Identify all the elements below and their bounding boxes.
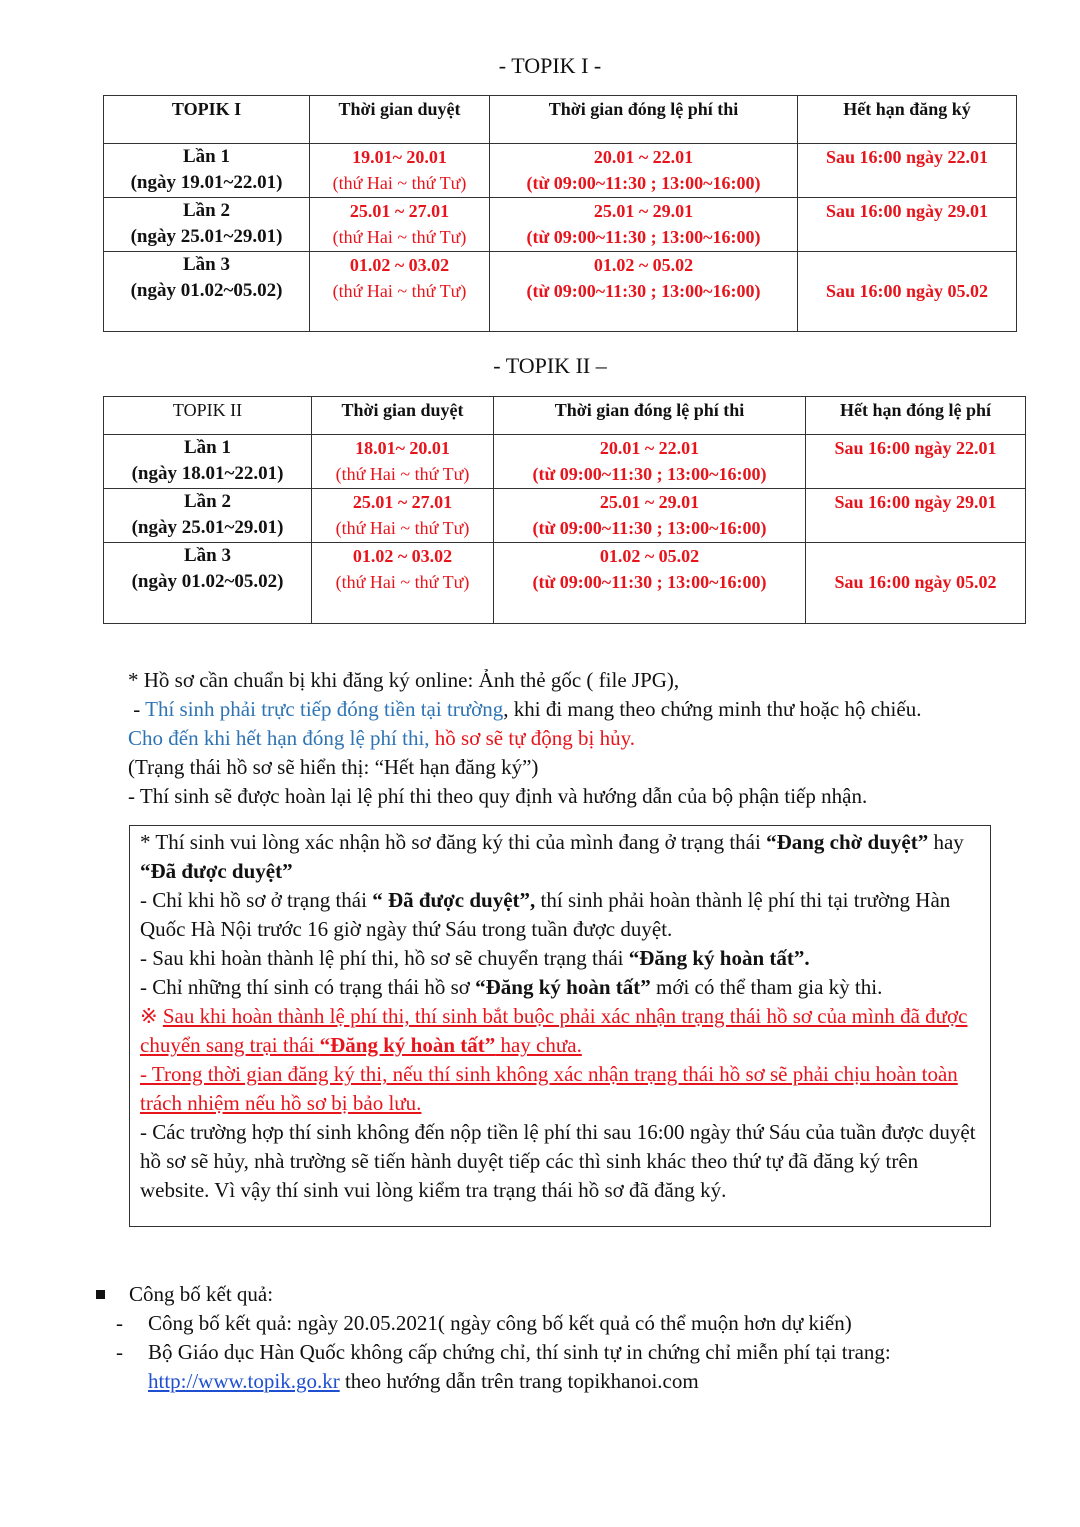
pay-cell	[490, 252, 798, 332]
table-row	[104, 252, 1017, 332]
notice-p7: - Các trường hợp thí sinh không đến nộp tiền lệ phí thi sau 16:00 ngày thứ Sáu của tuần được duyệt hồ sơ sẽ hủy, nhà trường sẽ tiến hành duyệt tiếp các thì sinh khác theo thứ tự đã đăng ký trên website. Vì vậy thí sinh vui lòng kiểm tra trạng thái hồ sơ đã đăng ký.	[140, 1120, 976, 1202]
notice-p3	[140, 944, 990, 973]
note-cancel-blue: Cho đến khi hết hạn đóng lệ phí thi,	[128, 726, 430, 750]
round-cell	[104, 543, 312, 624]
text: mới có thể tham gia kỳ thi.	[650, 975, 883, 999]
topik1-table	[103, 95, 1017, 332]
review-days: (thứ Hai ~ thứ Tư)	[335, 464, 470, 484]
dash-bullet: -	[116, 1311, 123, 1335]
review-cell	[312, 435, 494, 489]
review-days: (thứ Hai ~ thứ Tư)	[335, 572, 470, 592]
status-notice-box	[129, 825, 991, 1227]
review-dates: 19.01~ 20.01	[352, 147, 447, 167]
deadline: Sau 16:00 ngày 22.01	[834, 438, 997, 458]
certificate-guide: theo hướng dẫn trên trang topikhanoi.com	[339, 1369, 699, 1393]
col-header: Thời gian duyệt	[310, 96, 490, 144]
review-dates: 01.02 ~ 03.02	[352, 546, 453, 566]
pay-cell	[494, 489, 806, 543]
warning-text: hay chưa.	[495, 1033, 582, 1057]
pay-dates: 01.02 ~ 05.02	[599, 546, 700, 566]
round-cell	[104, 252, 310, 332]
round-name: Lần 3	[183, 254, 230, 275]
topik2-title: - TOPIK II –	[493, 353, 607, 378]
notice-p5	[140, 1002, 990, 1060]
col-header: TOPIK I	[104, 96, 310, 144]
col-header: Thời gian đóng lệ phí thi	[494, 397, 806, 435]
square-bullet-icon	[96, 1290, 105, 1299]
pay-cell	[494, 543, 806, 624]
note-cancel	[128, 724, 921, 753]
round-cell	[104, 144, 310, 198]
round-cell	[104, 435, 312, 489]
deadline-cell	[806, 489, 1026, 543]
deadline: Sau 16:00 ngày 29.01	[834, 492, 997, 512]
review-dates: 25.01 ~ 27.01	[352, 492, 453, 512]
deadline-cell	[798, 198, 1017, 252]
notice-p6: - Trong thời gian đăng ký thi, nếu thí sinh không xác nhận trạng thái hồ sơ sẽ phải chịu hoàn toàn trách nhiệm nếu hồ sơ bị bảo lưu.	[140, 1062, 958, 1115]
col-header: Thời gian đóng lệ phí thi	[490, 96, 798, 144]
pay-hours: (từ 09:00~11:30 ; 13:00~16:00)	[532, 464, 767, 484]
results-heading: Công bố kết quả:	[129, 1282, 274, 1306]
round-range: (ngày 25.01~29.01)	[130, 226, 283, 247]
review-days: (thứ Hai ~ thứ Tư)	[332, 173, 467, 193]
note-refund: - Thí sinh sẽ được hoàn lại lệ phí thi theo quy định và hướng dẫn của bộ phận tiếp nhận.	[128, 784, 868, 808]
note-status: (Trạng thái hồ sơ sẽ hiển thị: “Hết hạn đăng ký”)	[128, 755, 539, 779]
round-range: (ngày 19.01~22.01)	[130, 172, 283, 193]
deadline: Sau 16:00 ngày 05.02	[834, 572, 997, 592]
registration-notes	[128, 666, 921, 811]
round-range: (ngày 25.01~29.01)	[131, 517, 284, 538]
pay-dates: 20.01 ~ 22.01	[593, 147, 694, 167]
results-section	[96, 1280, 891, 1396]
note-prefix: -	[128, 697, 146, 721]
table-row	[104, 198, 1017, 252]
deadline: Sau 16:00 ngày 05.02	[825, 281, 989, 301]
deadline-cell	[798, 144, 1017, 198]
text: - Chỉ khi hồ sơ ở trạng thái	[140, 888, 373, 912]
review-cell	[310, 144, 490, 198]
table-header-row	[104, 397, 1026, 435]
table-row	[104, 543, 1026, 624]
status-complete: “Đăng ký hoàn tất”	[319, 1033, 496, 1057]
reference-mark: ※	[140, 1004, 163, 1028]
results-date: Công bố kết quả: ngày 20.05.2021( ngày công bố kết quả có thể muộn hơn dự kiến)	[148, 1311, 852, 1335]
status-complete: “Đăng ký hoàn tất”.	[628, 946, 810, 970]
text: hay	[928, 830, 964, 854]
pay-hours: (từ 09:00~11:30 ; 13:00~16:00)	[526, 227, 761, 247]
col-header: Hết hạn đóng lệ phí	[806, 397, 1026, 435]
review-cell	[312, 543, 494, 624]
round-range: (ngày 01.02~05.02)	[131, 571, 284, 592]
status-pending: “Đang chờ duyệt”	[766, 830, 929, 854]
text: thí sinh phải hoàn thành lệ phí thi tại trường Hàn Quốc Hà Nội trước 16 giờ ngày thứ Sáu trong tuần được duyệt.	[140, 888, 951, 941]
status-approved: “ Đã được duyệt”,	[372, 888, 536, 912]
topik2-table	[103, 396, 1026, 624]
warning-text: Sau khi hoàn thành lệ phí thi, thí sinh bắt buộc phải xác nhận trạng thái hồ sơ của mình đã được chuyển sang trại thái	[140, 1004, 968, 1057]
status-approved: “Đã được duyệt”	[140, 859, 293, 883]
round-range: (ngày 01.02~05.02)	[130, 280, 283, 301]
review-days: (thứ Hai ~ thứ Tư)	[335, 518, 470, 538]
notice-p1	[140, 828, 990, 886]
text: - Chỉ những thí sinh có trạng thái hồ sơ	[140, 975, 476, 999]
dash-bullet: -	[116, 1340, 123, 1364]
pay-hours: (từ 09:00~11:30 ; 13:00~16:00)	[526, 173, 761, 193]
pay-hours: (từ 09:00~11:30 ; 13:00~16:00)	[526, 281, 761, 301]
pay-cell	[490, 144, 798, 198]
certificate-note: Bộ Giáo dục Hàn Quốc không cấp chứng chỉ, thí sinh tự in chứng chỉ miễn phí tại trang:	[148, 1340, 891, 1364]
round-name: Lần 2	[184, 491, 231, 512]
deadline: Sau 16:00 ngày 29.01	[825, 201, 989, 221]
round-name: Lần 1	[184, 437, 231, 458]
round-name: Lần 3	[184, 545, 231, 566]
pay-cell	[494, 435, 806, 489]
round-range: (ngày 18.01~22.01)	[131, 463, 284, 484]
note-payment-rest: , khi đi mang theo chứng minh thư hoặc hộ chiếu.	[503, 697, 922, 721]
review-dates: 01.02 ~ 03.02	[349, 255, 450, 275]
notice-p2	[140, 886, 990, 944]
round-cell	[104, 198, 310, 252]
round-name: Lần 1	[183, 146, 230, 167]
topik1-title: - TOPIK I -	[498, 53, 602, 78]
pay-dates: 25.01 ~ 29.01	[599, 492, 700, 512]
col-header: Hết hạn đăng ký	[798, 96, 1017, 144]
review-days: (thứ Hai ~ thứ Tư)	[332, 227, 467, 247]
deadline-cell	[806, 435, 1026, 489]
pay-dates: 01.02 ~ 05.02	[593, 255, 694, 275]
col-header: Thời gian duyệt	[312, 397, 494, 435]
text: - Sau khi hoàn thành lệ phí thi, hồ sơ sẽ chuyển trạng thái	[140, 946, 629, 970]
notice-p4	[140, 973, 990, 1002]
pay-dates: 20.01 ~ 22.01	[599, 438, 700, 458]
results-item	[96, 1338, 891, 1396]
pay-hours: (từ 09:00~11:30 ; 13:00~16:00)	[532, 572, 767, 592]
review-cell	[310, 198, 490, 252]
deadline-cell	[806, 543, 1026, 624]
review-days: (thứ Hai ~ thứ Tư)	[332, 281, 467, 301]
review-cell	[312, 489, 494, 543]
review-dates: 25.01 ~ 27.01	[349, 201, 450, 221]
topik-website-link[interactable]: http://www.topik.go.kr	[148, 1369, 340, 1393]
pay-dates: 25.01 ~ 29.01	[593, 201, 694, 221]
pay-cell	[490, 198, 798, 252]
col-header: TOPIK II	[104, 397, 312, 435]
note-cancel-red: hồ sơ sẽ tự động bị hủy.	[429, 726, 636, 750]
status-complete: “Đăng ký hoàn tất”	[475, 975, 651, 999]
note-documents: * Hồ sơ cần chuẩn bị khi đăng ký online: Ảnh thẻ gốc ( file JPG),	[128, 668, 680, 692]
deadline: Sau 16:00 ngày 22.01	[825, 147, 989, 167]
round-cell	[104, 489, 312, 543]
note-payment-highlight: Thí sinh phải trực tiếp đóng tiền tại trường	[145, 697, 504, 721]
text: * Thí sinh vui lòng xác nhận hồ sơ đăng ký thi của mình đang ở trạng thái	[140, 830, 767, 854]
round-name: Lần 2	[183, 200, 230, 221]
deadline-cell	[798, 252, 1017, 332]
note-payment	[128, 695, 921, 724]
results-item	[96, 1309, 891, 1338]
results-heading-row	[96, 1280, 891, 1309]
table-row	[104, 144, 1017, 198]
review-dates: 18.01~ 20.01	[355, 438, 450, 458]
review-cell	[310, 252, 490, 332]
table-row	[104, 435, 1026, 489]
table-header-row	[104, 96, 1017, 144]
table-row	[104, 489, 1026, 543]
pay-hours: (từ 09:00~11:30 ; 13:00~16:00)	[532, 518, 767, 538]
